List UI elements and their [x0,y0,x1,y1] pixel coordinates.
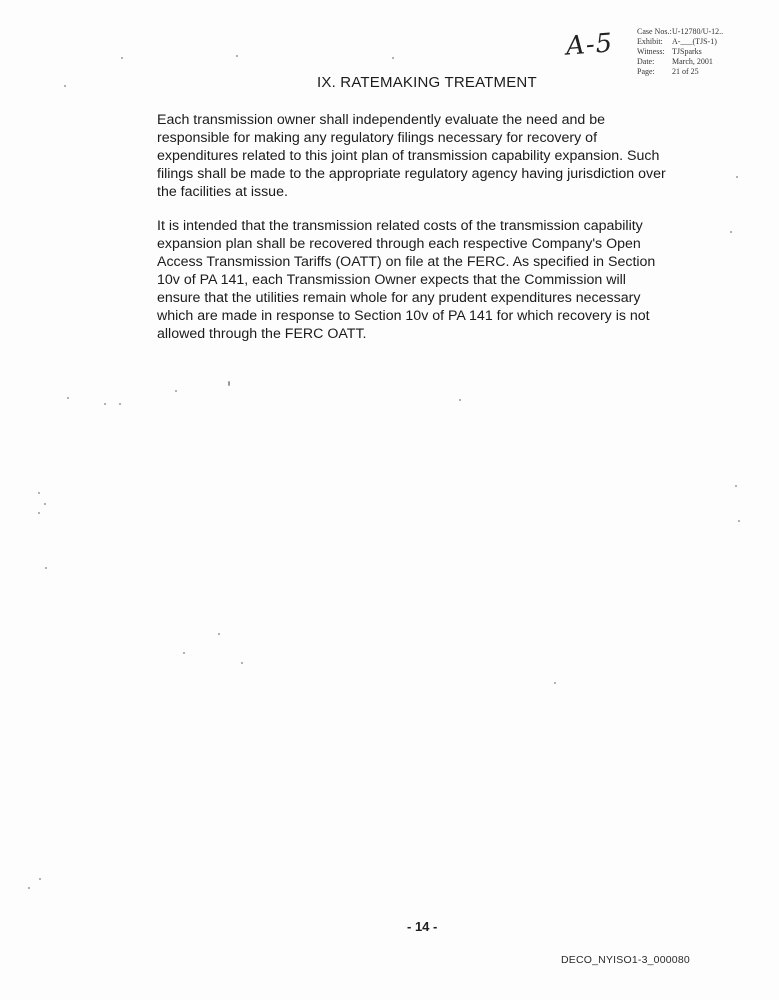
scan-speck [119,403,121,405]
scan-speck [39,878,41,880]
scan-speck [104,403,106,405]
scan-speck [64,85,66,87]
stamp-row-page [637,67,723,77]
scan-speck [241,662,243,664]
stamp-label: Witness: [637,47,665,56]
scan-speck [554,682,556,684]
scan-speck [738,520,740,522]
scan-speck [121,57,123,59]
scan-speck [38,492,40,494]
text-line: expansion plan shall be recovered through each respective Company's Open [157,236,641,252]
scan-speck [218,633,220,635]
stamp-label: Date: [637,57,655,66]
paragraph-cost-recovery [157,217,717,343]
section-heading: IX. RATEMAKING TREATMENT [317,74,537,91]
text-line: ensure that the utilities remain whole for any prudent expenditures necessary [157,290,641,306]
text-line: allowed through the FERC OATT. [157,326,367,342]
stamp-value: 21 of 25 [672,67,699,76]
scan-speck [730,231,732,233]
scan-speck [183,652,185,654]
scan-speck [736,176,738,178]
text-line: the facilities at issue. [157,184,288,200]
text-line: expenditures related to this joint plan of transmission capability expansion. Such [157,148,660,164]
stamp-row-date [637,57,723,67]
scan-speck [236,55,238,57]
stamp-label: Exhibit: [637,37,663,46]
scan-speck [392,57,394,59]
stamp-value: March, 2001 [672,57,713,66]
handwritten-exhibit-mark: A-5 [565,28,615,62]
text-line: filings shall be made to the appropriate regulatory agency having jurisdiction over [157,166,666,182]
scan-speck [459,399,461,401]
scan-speck [38,512,40,514]
scan-speck [45,567,47,569]
stamp-value: A-___(TJS-1) [672,37,717,46]
scan-speck [735,485,737,487]
stamp-label: Case Nos.: [637,27,672,36]
scan-speck [44,503,46,505]
stamp-row-case [637,27,723,37]
scan-speck [175,390,177,392]
stamp-label: Page: [637,67,655,76]
stamp-row-exhibit [637,37,723,47]
exhibit-stamp [637,27,723,77]
scan-speck [28,887,30,889]
text-line: 10v of PA 141, each Transmission Owner expects that the Commission will [157,272,626,288]
text-line: Each transmission owner shall independently evaluate the need and be [157,112,605,128]
stamp-row-witness [637,47,723,57]
page-number: - 14 - [407,919,438,934]
text-line: which are made in response to Section 10v of PA 141 for which recovery is not [157,308,650,324]
stamp-value: TJSparks [672,47,702,56]
bates-number: DECO_NYISO1-3_000080 [561,954,690,966]
stamp-value: U-12780/U-12.. [672,27,724,36]
scan-speck [228,381,230,386]
paragraph-filings [157,111,717,201]
text-line: responsible for making any regulatory filings necessary for recovery of [157,130,598,146]
text-line: Access Transmission Tariffs (OATT) on file at the FERC. As specified in Section [157,254,656,270]
text-line: It is intended that the transmission related costs of the transmission capability [157,218,643,234]
scan-speck [67,397,69,399]
